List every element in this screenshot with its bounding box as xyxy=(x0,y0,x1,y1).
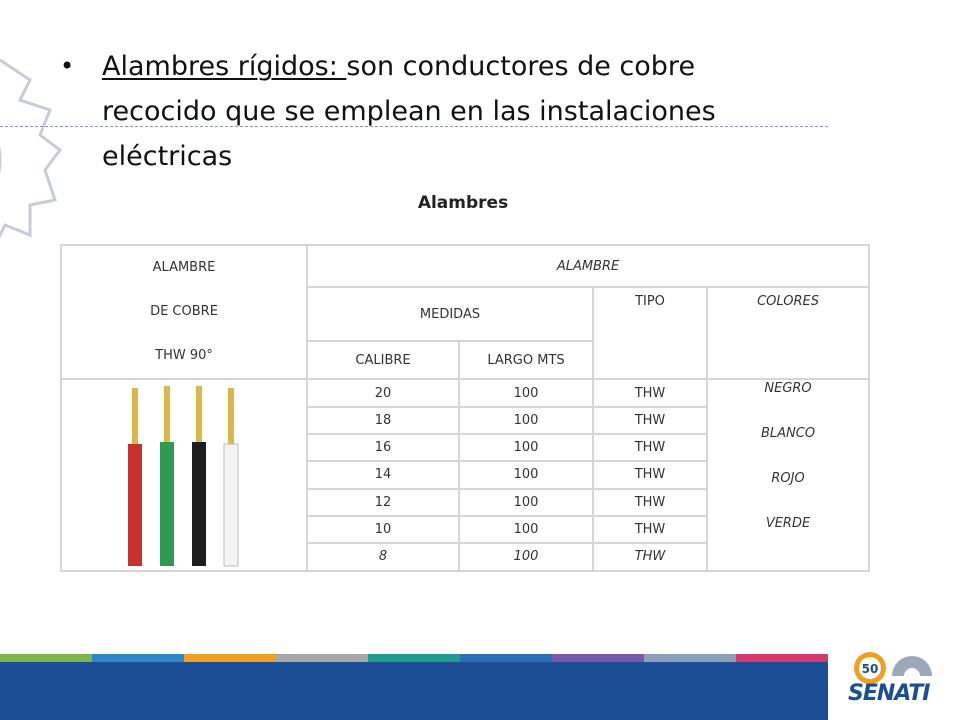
wire-table xyxy=(60,244,870,572)
left-header-line: THW 90° xyxy=(155,348,213,363)
bullet-term: Alambres rígidos: xyxy=(102,51,347,82)
strip-segment xyxy=(0,654,92,662)
strip-segment xyxy=(276,654,368,662)
calibre-cell: 12 xyxy=(307,489,459,516)
largo-cell: 100 xyxy=(459,379,593,407)
calibre-cell: 18 xyxy=(307,407,459,434)
strip-segment xyxy=(184,654,276,662)
group-header: ALAMBRE xyxy=(307,245,869,287)
svg-text:50: 50 xyxy=(861,662,879,676)
calibre-cell: 20 xyxy=(307,379,459,407)
bullet-dot-icon: • xyxy=(60,52,75,80)
wire-illustration xyxy=(62,380,304,570)
calibre-cell: 14 xyxy=(307,461,459,488)
largo-cell: 100 xyxy=(459,434,593,461)
table-row xyxy=(61,379,869,407)
strip-segment xyxy=(736,654,828,662)
calibre-header: CALIBRE xyxy=(307,341,459,379)
colores-cell xyxy=(707,379,869,571)
largo-cell: 100 xyxy=(459,407,593,434)
color-name: ROJO xyxy=(771,471,805,486)
wire-red xyxy=(128,388,142,566)
tipo-cell: THW xyxy=(593,543,707,571)
wire-illustration-cell xyxy=(61,379,307,571)
largo-cell: 100 xyxy=(459,543,593,571)
strip-segment xyxy=(644,654,736,662)
strip-segment xyxy=(92,654,184,662)
strip-segment xyxy=(368,654,460,662)
left-header-cell xyxy=(61,245,307,379)
left-header-line: DE COBRE xyxy=(150,304,218,319)
color-strip xyxy=(0,654,828,662)
bullet-description: son conductores de cobre recocido que se emplean en las instalaciones eléctricas xyxy=(102,51,716,172)
left-header-line: ALAMBRE xyxy=(152,260,216,275)
tipo-cell: THW xyxy=(593,489,707,516)
tipo-cell: THW xyxy=(593,516,707,543)
colores-header: COLORES xyxy=(707,287,869,379)
color-name: VERDE xyxy=(765,516,811,531)
tipo-cell: THW xyxy=(593,407,707,434)
largo-cell: 100 xyxy=(459,489,593,516)
largo-cell: 100 xyxy=(459,516,593,543)
tipo-cell: THW xyxy=(593,434,707,461)
tipo-cell: THW xyxy=(593,379,707,407)
bullet-text xyxy=(102,44,802,179)
tipo-header: TIPO xyxy=(593,287,707,379)
senati-logo-text: SENATI xyxy=(848,681,930,706)
calibre-cell: 8 xyxy=(307,543,459,571)
table-title: Alambres xyxy=(417,193,509,213)
calibre-cell: 10 xyxy=(307,516,459,543)
color-name: BLANCO xyxy=(760,426,816,441)
footer-bar xyxy=(0,662,828,720)
wire-green xyxy=(160,386,174,566)
calibre-cell: 16 xyxy=(307,434,459,461)
color-name: NEGRO xyxy=(764,381,812,396)
largo-cell: 100 xyxy=(459,461,593,488)
strip-segment xyxy=(552,654,644,662)
strip-segment xyxy=(460,654,552,662)
largo-header: LARGO MTS xyxy=(459,341,593,379)
wire-black xyxy=(192,386,206,566)
medidas-header: MEDIDAS xyxy=(307,287,593,341)
tipo-cell: THW xyxy=(593,461,707,488)
wire-white xyxy=(224,388,238,566)
